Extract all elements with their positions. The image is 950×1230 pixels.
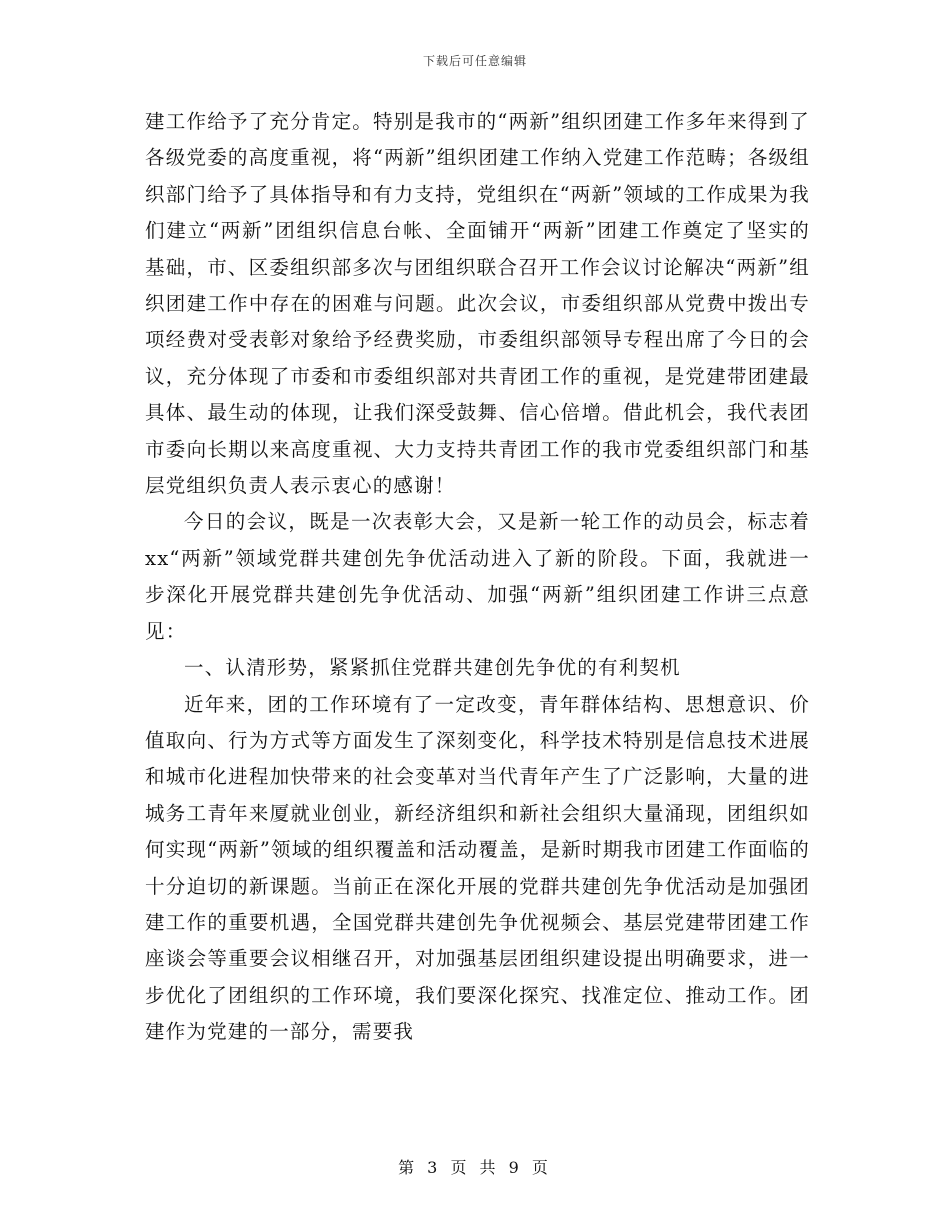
page-header-note: 下载后可任意编辑 — [422, 54, 527, 68]
paragraph-continuation: 建工作给予了充分肯定。特别是我市的“两新”组织团建工作多年来得到了各级党委的高度重视，将“两新”组织团建工作纳入党建工作范畴；各级组织部门给予了具体指导和有力支持，党组织在“两新”领域的工作成果为我们建立“两新”团组织信息台帐、全面铺开“两新”团建工作奠定了坚实的基础，市、区委组织部多次与团组织联合召开工作会议讨论解决“两新”组织团建工作中存在的困难与问题。此次会议，市委组织部从党费中拨出专项经费对受表彰对象给予经费奖励，市委组织部领导专程出席了今日的会议，充分体现了市委和市委组织部对共青团工作的重视，是党建带团建最具体、最生动的体现，让我们深受鼓舞、信心倍增。借此机会，我代表团市委向长期以来高度重视、大力支持共青团工作的我市党委组织部门和基层党组织负责人表示衷心的感谢！ — [145, 110, 810, 498]
page-number-footer: 第 3 页 共 9 页 — [398, 1158, 552, 1177]
paragraph-situation: 近年来，团的工作环境有了一定改变，青年群体结构、思想意识、价值取向、行为方式等方面发生了深刻变化，科学技术特别是信息技术进展和城市化进程加快带来的社会变革对当代青年产生了广泛影响，大量的进城务工青年来厦就业创业，新经济组织和新社会组织大量涌现，团组织如何实现“两新”领域的组织覆盖和活动覆盖，是新时期我市团建工作面临的十分迫切的新课题。当前正在深化开展的党群共建创先争优活动是加强团建工作的重要机遇，全国党群共建创先争优视频会、基层党建带团建工作座谈会等重要会议相继召开，对加强基层团组织建设提出明确要求，进一步优化了团组织的工作环境，我们要深化探究、找准定位、推动工作。团建作为党建的一部分，需要我 — [145, 692, 810, 1044]
document-body — [145, 104, 810, 1051]
section-heading-one: 一、认清形势，紧紧抓住党群共建创先争优的有利契机 — [184, 656, 681, 680]
paragraph-meeting-intro: 今日的会议，既是一次表彰大会，又是新一轮工作的动员会，标志着xx“两新”领域党群共建创先争优活动进入了新的阶段。下面，我就进一步深化开展党群共建创先争优活动、加强“两新”组织团建工作讲三点意见： — [145, 510, 810, 643]
